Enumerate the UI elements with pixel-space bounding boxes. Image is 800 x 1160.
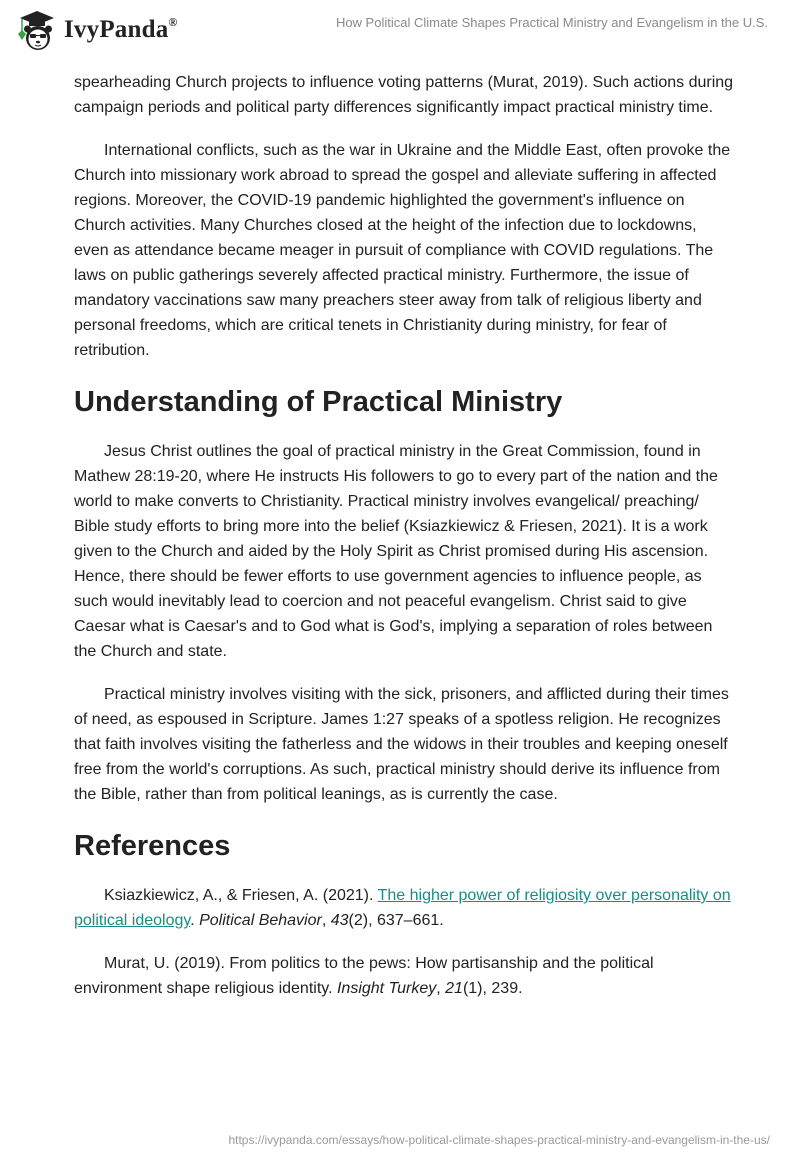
journal-volume: 21 [445,980,463,997]
section-heading-understanding: Understanding of Practical Ministry [74,386,563,418]
journal-name: Insight Turkey [336,980,437,997]
journal-volume: 43 [330,912,349,929]
section-heading-references: References [74,830,231,862]
panda-graduate-icon [16,8,58,52]
essay-content [74,70,734,1019]
reference-entry: Ksiazkiewicz, A., & Friesen, A. (2021). The higher power of religiosity over personality on political ideology. Political Behavior, 43(2), 637–661. [74,887,731,929]
journal-name: Political Behavior [199,912,322,929]
page-header [0,0,800,60]
reference-entry: Murat, U. (2019). From politics to the pews: How partisanship and the political environment shape religious identity. Insight Turkey, 21(1), 239. [74,955,654,997]
footer-url: https://ivypanda.com/essays/how-political-climate-shapes-practical-ministry-and-evangelism-in-the-us/ [228,1133,770,1147]
paragraph: Practical ministry involves visiting with the sick, prisoners, and afflicted during their times of need, as espoused in Scripture. James 1:27 speaks of a spotless religion. He recognizes that faith involves visiting the fatherless and the widows in their troubles and keeping oneself free from the world's corruptions. As such, practical ministry should derive its influence from the Bible, rather than from political leanings, as is currently the case. [74,686,729,803]
paragraph: International conflicts, such as the war in Ukraine and the Middle East, often provoke the Church into missionary work abroad to spread the gospel and alleviate suffering in affected regions. Moreover, the COVID-19 pandemic highlighted the government's influence on Church activities. Many Churches closed at the height of the infection due to lockdowns, even as attendance became meager in pursuit of compliance with COVID regulations. The laws on public gatherings severely affected practical ministry. Furthermore, the issue of mandatory vaccinations saw many preachers steer away from talk of religious liberty and personal freedoms, which are critical tenets in Christianity during ministry, for fear of retribution. [74,142,731,359]
reference-link[interactable]: The higher power of religiosity over personality on political ideology [74,887,731,929]
paragraph: spearheading Church projects to influence voting patterns (Murat, 2019). Such actions during campaign periods and political party differences significantly impact practical ministry time. [74,74,734,116]
paragraph: Jesus Christ outlines the goal of practical ministry in the Great Commission, found in Mathew 28:19-20, where He instructs His followers to go to every part of the nation and the world to make converts to Christianity. Practical ministry involves evangelical/ preaching/ Bible study efforts to bring more into the belief (Ksiazkiewicz & Friesen, 2021). It is a work given to the Church and aided by the Holy Spirit as Christ promised during His ascension. Hence, there should be fewer efforts to use government agencies to influence people, as such would inevitably lead to coercion and not peaceful evangelism. Christ said to give Caesar what is Caesar's and to God what is God's, implying a separation of roles between the Church and state. [74,443,718,660]
document-title: How Political Climate Shapes Practical Ministry and Evangelism in the U.S. [335,15,768,30]
ivypanda-logo[interactable] [16,8,178,52]
logo-text: IvyPanda® [64,14,178,43]
